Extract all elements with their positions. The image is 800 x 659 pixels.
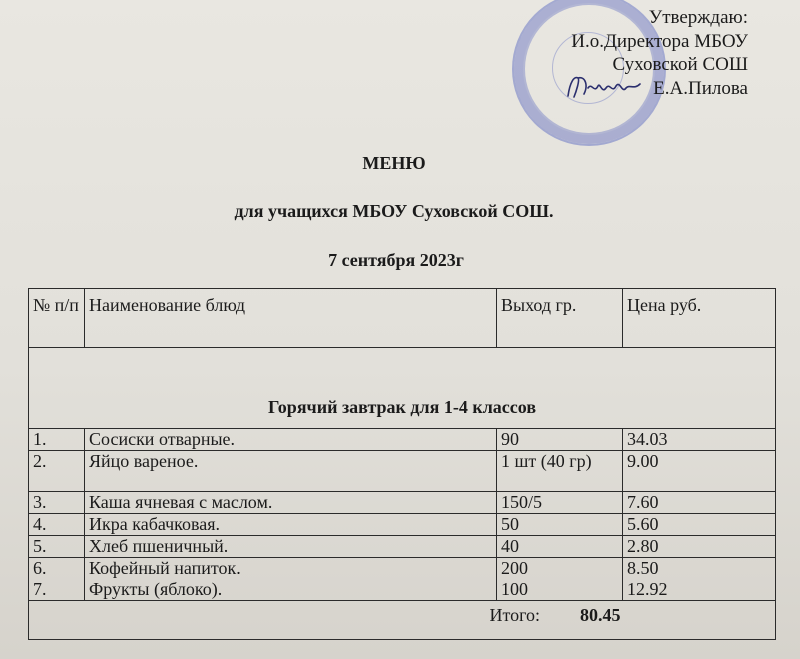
- row-price: 8.50: [627, 558, 659, 578]
- approval-line: Е.А.Пилова: [653, 77, 748, 99]
- row-price: 9.00: [623, 451, 776, 492]
- section-title: Горячий завтрак для 1-4 классов: [29, 348, 776, 429]
- document-subtitle: для учащихся МБОУ Суховской СОШ.: [234, 201, 554, 221]
- row-price: 12.92: [627, 579, 668, 599]
- header-num: № п/п: [29, 289, 85, 348]
- row-num: 5.: [29, 536, 85, 558]
- row-name: Хлеб пшеничный.: [85, 536, 497, 558]
- row-weight: 200: [501, 558, 528, 578]
- row-num: 2.: [29, 451, 85, 492]
- approval-line: И.о.Директора МБОУ: [571, 30, 748, 52]
- row-price: 5.60: [623, 514, 776, 536]
- header-weight: Выход гр.: [497, 289, 623, 348]
- total-label: Итого:: [489, 605, 541, 625]
- row-name: Каша ячневая с маслом.: [85, 492, 497, 514]
- row-weight: 40: [497, 536, 623, 558]
- row-price: 34.03: [623, 429, 776, 451]
- total-value: 80.45: [580, 605, 621, 625]
- table-row: [29, 536, 776, 558]
- table-row: [29, 514, 776, 536]
- header-price: Цена руб.: [623, 289, 776, 348]
- table-header-row: [29, 289, 776, 348]
- row-num: 6.: [33, 558, 47, 578]
- row-name: Кофейный напиток.: [89, 558, 241, 578]
- row-name-group: [85, 558, 497, 601]
- table-row: [29, 429, 776, 451]
- header-name: Наименование блюд: [85, 289, 497, 348]
- row-num-group: [29, 558, 85, 601]
- table-row: [29, 492, 776, 514]
- approval-line: Утверждаю:: [648, 7, 748, 28]
- row-name: Яйцо вареное.: [85, 451, 497, 492]
- menu-table: [28, 288, 776, 640]
- row-weight: 100: [501, 579, 528, 599]
- row-name: Икра кабачковая.: [85, 514, 497, 536]
- row-weight: 1 шт (40 гр): [497, 451, 623, 492]
- total-row: [29, 601, 776, 640]
- total-cell: [29, 601, 776, 640]
- document-date: 7 сентября 2023г: [328, 250, 464, 270]
- row-weight: 150/5: [497, 492, 623, 514]
- row-weight: 90: [497, 429, 623, 451]
- section-row: [29, 348, 776, 429]
- row-num: 7.: [33, 579, 47, 599]
- row-num: 3.: [29, 492, 85, 514]
- row-weight: 50: [497, 514, 623, 536]
- document-title: МЕНЮ: [362, 153, 426, 173]
- row-price: 7.60: [623, 492, 776, 514]
- row-price-group: [623, 558, 776, 601]
- table-row-group: [29, 558, 776, 601]
- row-name: Фрукты (яблоко).: [89, 579, 223, 599]
- row-num: 4.: [29, 514, 85, 536]
- row-num: 1.: [29, 429, 85, 451]
- signature: [564, 72, 644, 102]
- row-weight-group: [497, 558, 623, 601]
- table-row: [29, 451, 776, 492]
- approval-line: Суховской СОШ: [612, 54, 748, 75]
- row-price: 2.80: [623, 536, 776, 558]
- row-name: Сосиски отварные.: [85, 429, 497, 451]
